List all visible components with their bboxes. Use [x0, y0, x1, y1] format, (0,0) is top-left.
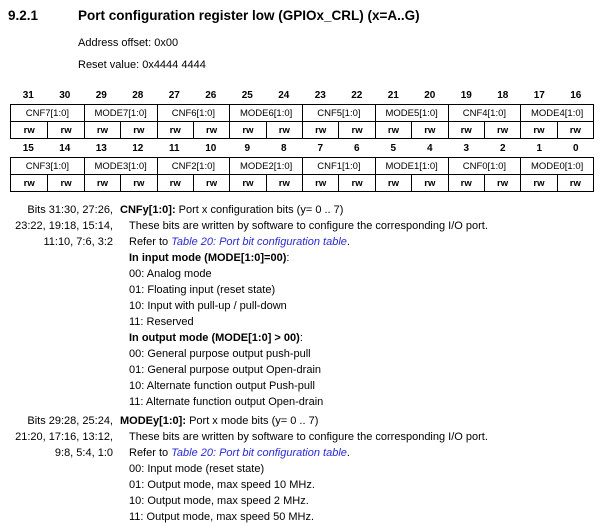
mode-section-header-colon: :: [299, 332, 303, 344]
field-name-cell: MODE4[1:0]: [520, 105, 593, 121]
field-name-cell: CNF2[1:0]: [157, 158, 230, 174]
bit-number-cell: 7: [317, 142, 324, 154]
bit-value-option: 10: Input with pull-up / pull-down: [129, 300, 287, 312]
bit-number-cell: 18: [497, 89, 509, 101]
bits-range-label-line: 21:20, 17:16, 13:12,: [15, 431, 113, 443]
refer-prefix: Refer to: [129, 447, 172, 459]
mode-section-header-text: In output mode (MODE[1:0] > 00): [129, 332, 300, 344]
field-names-row: [10, 157, 594, 175]
bit-number-cell: 15: [22, 142, 34, 154]
section-number: 9.2.1: [8, 8, 39, 23]
field-name-cell: CNF4[1:0]: [448, 105, 521, 121]
bit-number-cell: 9: [244, 142, 251, 154]
bit-numbers-row: [10, 139, 594, 157]
field-definition-line: [120, 413, 488, 429]
field-name-cell: CNF5[1:0]: [302, 105, 375, 121]
bit-value-option: 10: Output mode, max speed 2 MHz.: [129, 495, 309, 507]
bit-description-block: [0, 413, 603, 525]
bit-number-cell: 25: [241, 89, 253, 101]
access-type-cell: rw: [302, 175, 338, 191]
refer-suffix: .: [346, 447, 350, 459]
bits-range-label: [0, 202, 113, 410]
access-type-cell: rw: [448, 122, 484, 138]
bit-value-option: 11: Reserved: [129, 316, 194, 328]
mode-section-header-colon: :: [286, 252, 290, 264]
bit-number-cell: 2: [499, 142, 506, 154]
page-title: Port configuration register low (GPIOx_CRL) (x=A..G): [78, 8, 420, 23]
access-type-cell: rw: [47, 175, 83, 191]
access-type-cell: rw: [266, 122, 302, 138]
bit-number-cell: 4: [426, 142, 433, 154]
bit-number-cell: 0: [572, 142, 579, 154]
bit-number-cell: 30: [59, 89, 71, 101]
bits-range-label-line: 23:22, 19:18, 15:14,: [15, 220, 113, 232]
bit-value-option: 01: Floating input (reset state): [129, 284, 276, 296]
access-type-cell: rw: [84, 122, 120, 138]
access-type-cell: rw: [120, 122, 156, 138]
bit-numbers-row: [10, 86, 594, 104]
bit-value-option: 01: Output mode, max speed 10 MHz.: [129, 479, 315, 491]
bits-range-label-line: 11:10, 7:6, 3:2: [43, 236, 113, 248]
field-name-cell: CNF3[1:0]: [25, 160, 70, 172]
bit-number-cell: 6: [353, 142, 360, 154]
access-type-cell: rw: [229, 175, 265, 191]
register-bit-table: [10, 86, 594, 192]
bit-number-cell: 28: [132, 89, 144, 101]
mode-section-header: [120, 330, 488, 346]
field-name-cell: MODE6[1:0]: [229, 105, 302, 121]
access-type-cell: rw: [448, 175, 484, 191]
field-name-cell: CNF6[1:0]: [157, 105, 230, 121]
field-names-row: [10, 104, 594, 122]
bit-value-option: 00: General purpose output push-pull: [129, 348, 311, 360]
bit-number-cell: 27: [168, 89, 180, 101]
field-name-cell: MODE1[1:0]: [375, 158, 448, 174]
access-type-cell: rw: [411, 175, 447, 191]
access-type-cell: rw: [338, 122, 374, 138]
refer-prefix: Refer to: [129, 236, 172, 248]
access-type-cell: rw: [266, 175, 302, 191]
access-type-cell: rw: [23, 124, 35, 136]
bit-number-cell: 14: [59, 142, 71, 154]
access-type-cell: rw: [520, 122, 556, 138]
bit-number-cell: 24: [278, 89, 290, 101]
mode-section-header: [120, 250, 488, 266]
bits-range-label-line: Bits 31:30, 27:26,: [27, 204, 113, 216]
bit-number-cell: 1: [536, 142, 543, 154]
description-intro-line: These bits are written by software to configure the corresponding I/O port.: [129, 431, 488, 443]
bit-value-option: 10: Alternate function output Push-pull: [129, 380, 315, 392]
bits-range-label: [0, 413, 113, 525]
access-type-cell: rw: [484, 175, 520, 191]
bit-number-cell: 12: [132, 142, 144, 154]
access-type-cell: rw: [84, 175, 120, 191]
field-name-term: MODEy[1:0]:: [120, 415, 187, 427]
bit-number-cell: 26: [205, 89, 217, 101]
access-type-cell: rw: [47, 122, 83, 138]
field-name-term: CNFy[1:0]:: [120, 204, 176, 216]
bits-range-label-line: Bits 29:28, 25:24,: [27, 415, 113, 427]
field-definition-text: Port x mode bits (y= 0 .. 7): [186, 415, 319, 427]
bit-number-cell: 17: [533, 89, 545, 101]
field-name-cell: MODE2[1:0]: [229, 158, 302, 174]
bit-number-cell: 8: [280, 142, 287, 154]
field-name-cell: MODE3[1:0]: [84, 158, 157, 174]
access-type-cell: rw: [375, 175, 411, 191]
bit-number-cell: 3: [463, 142, 470, 154]
bit-description-body: [120, 413, 488, 525]
access-type-cell: rw: [484, 122, 520, 138]
access-type-cell: rw: [193, 175, 229, 191]
bit-description-block: [0, 202, 603, 410]
refer-suffix: .: [346, 236, 350, 248]
field-name-cell: MODE0[1:0]: [520, 158, 593, 174]
field-name-cell: CNF1[1:0]: [302, 158, 375, 174]
field-name-cell: CNF0[1:0]: [448, 158, 521, 174]
bit-number-cell: 21: [387, 89, 399, 101]
access-types-row: [10, 121, 594, 139]
bit-number-cell: 29: [95, 89, 107, 101]
bit-value-option: 00: Analog mode: [129, 268, 212, 280]
bit-number-cell: 10: [205, 142, 217, 154]
bit-number-cell: 11: [168, 142, 180, 154]
refer-line: [120, 445, 488, 461]
access-type-cell: rw: [120, 175, 156, 191]
bit-number-cell: 16: [570, 89, 582, 101]
refer-line: [120, 234, 488, 250]
access-type-cell: rw: [302, 122, 338, 138]
field-definition-text: Port x configuration bits (y= 0 .. 7): [175, 204, 344, 216]
access-type-cell: rw: [557, 122, 593, 138]
table-20-link[interactable]: Table 20: Port bit configuration table: [171, 236, 347, 248]
access-type-cell: rw: [338, 175, 374, 191]
access-type-cell: rw: [157, 175, 193, 191]
field-name-cell: MODE5[1:0]: [375, 105, 448, 121]
access-type-cell: rw: [229, 122, 265, 138]
bit-descriptions: [0, 202, 603, 525]
bit-number-cell: 5: [390, 142, 397, 154]
bit-value-option: 11: Output mode, max speed 50 MHz.: [129, 511, 315, 523]
bits-range-label-line: 9:8, 5:4, 1:0: [54, 447, 113, 459]
bit-value-option: 11: Alternate function output Open-drain: [129, 396, 324, 408]
bit-number-cell: 20: [424, 89, 436, 101]
access-type-cell: rw: [411, 122, 447, 138]
field-name-cell: CNF7[1:0]: [25, 107, 70, 119]
bit-number-cell: 31: [22, 89, 34, 101]
bit-number-cell: 22: [351, 89, 363, 101]
table-20-link[interactable]: Table 20: Port bit configuration table: [171, 447, 347, 459]
access-type-cell: rw: [157, 122, 193, 138]
bit-value-option: 00: Input mode (reset state): [129, 463, 265, 475]
bit-description-body: [120, 202, 488, 410]
access-type-cell: rw: [520, 175, 556, 191]
mode-section-header-text: In input mode (MODE[1:0]=00): [129, 252, 287, 264]
bit-number-cell: 13: [95, 142, 107, 154]
bit-value-option: 01: General purpose output Open-drain: [129, 364, 322, 376]
access-type-cell: rw: [23, 177, 35, 189]
access-types-row: [10, 174, 594, 192]
bit-number-cell: 19: [460, 89, 472, 101]
section-heading: [8, 8, 420, 23]
access-type-cell: rw: [193, 122, 229, 138]
access-type-cell: rw: [375, 122, 411, 138]
bit-number-cell: 23: [314, 89, 326, 101]
address-offset-line: Address offset: 0x00: [78, 37, 179, 49]
field-definition-line: [120, 202, 488, 218]
description-intro-line: These bits are written by software to configure the corresponding I/O port.: [129, 220, 488, 232]
reset-value-line: Reset value: 0x4444 4444: [78, 59, 206, 71]
field-name-cell: MODE7[1:0]: [84, 105, 157, 121]
access-type-cell: rw: [557, 175, 593, 191]
